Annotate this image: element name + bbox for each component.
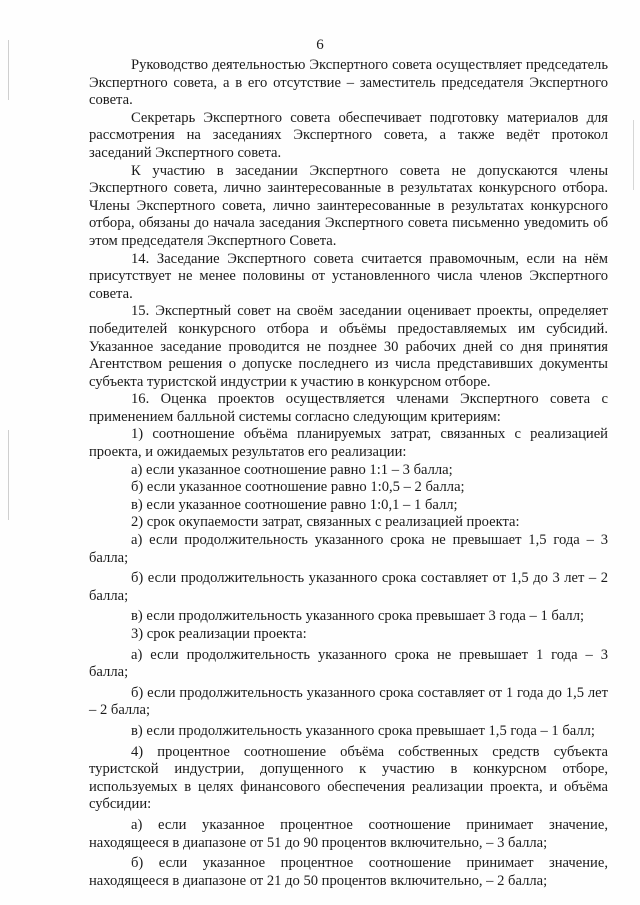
list-item: а) если указанное соотношение равно 1:1 – 3 балла; — [131, 461, 453, 478]
paragraph: Руководство деятельностью Экспертного совета осуществляет председатель Экспертного совета, а в его отсутствие – заместитель председателя Экспертного совета. — [89, 57, 608, 109]
list-item: в) если продолжительность указанного срока превышает 3 года – 1 балл; — [131, 608, 585, 625]
list-item: в) если продолжительность указанного срока превышает 1,5 года – 1 балл; — [131, 722, 595, 739]
scan-edge-mark — [633, 120, 634, 190]
paragraph: 14. Заседание Экспертного совета считается правомочным, если на нём присутствует не менее половины от установленного числа членов Экспертного совета. — [89, 250, 608, 302]
list-item: 2) срок окупаемости затрат, связанных с реализацией проекта: — [131, 514, 520, 531]
paragraph: Секретарь Экспертного совета обеспечивает подготовку материалов для рассмотрения на заседаниях Экспертного совета, а также ведёт протокол заседаний Экспертного совета. — [89, 109, 608, 161]
scan-edge-mark — [8, 430, 9, 520]
list-item: б) если продолжительность указанного срока составляет от 1,5 до 3 лет – 2 балла; — [89, 570, 608, 604]
list-item: а) если указанное процентное соотношение принимает значение, находящееся в диапазоне от 51 до 90 процентов включительно, – 3 балла; — [89, 816, 608, 851]
page-number: 6 — [316, 37, 324, 53]
list-item: б) если указанное соотношение равно 1:0,5 – 2 балла; — [131, 479, 465, 496]
list-item: в) если указанное соотношение равно 1:0,1 – 1 балл; — [131, 496, 458, 513]
list-item: б) если указанное процентное соотношение принимает значение, находящееся в диапазоне от 21 до 50 процентов включительно, – 2 балла; — [89, 855, 608, 889]
paragraph: 15. Экспертный совет на своём заседании оценивает проекты, определяет победителей конкурсного отбора и объёмы предоставляемых им субсидий. Указанное заседание проводится не позднее 30 рабочих дней со дня принятия Агентством решения о допуске последнего из числа представивших документы субъекта туристской индустрии к участию в конкурсном отборе. — [89, 303, 608, 390]
paragraph: 16. Оценка проектов осуществляется членами Экспертного совета с применением балльной системы согласно следующим критериям: — [89, 391, 608, 425]
paragraph: К участию в заседании Экспертного совета не допускаются члены Экспертного совета, лично заинтересованные в результатах конкурсного отбора. Члены Экспертного совета, лично заинтересованные в результатах конкурсного отбора, обязаны до начала заседания Экспертного совета письменно уведомить об этом председателя Экспертного Совета. — [89, 162, 608, 249]
list-item: 3) срок реализации проекта: — [131, 626, 307, 642]
document-body — [89, 57, 608, 890]
list-item: 4) процентное соотношение объёма собственных средств субъекта туристской индустрии, допущенного к участию в конкурсном отборе, используемых в целях финансового обеспечения реализации проекта, и объёма субсидии: — [89, 743, 608, 813]
list-item: б) если продолжительность указанного срока составляет от 1 года до 1,5 лет – 2 балла; — [89, 684, 608, 719]
list-item: 1) соотношение объёма планируемых затрат, связанных с реализацией проекта, и ожидаемых результатов его реализации: — [89, 426, 608, 461]
list-item: а) если продолжительность указанного срока не превышает 1,5 года – 3 балла; — [89, 532, 608, 566]
list-item: а) если продолжительность указанного срока не превышает 1 года – 3 балла; — [89, 646, 608, 681]
